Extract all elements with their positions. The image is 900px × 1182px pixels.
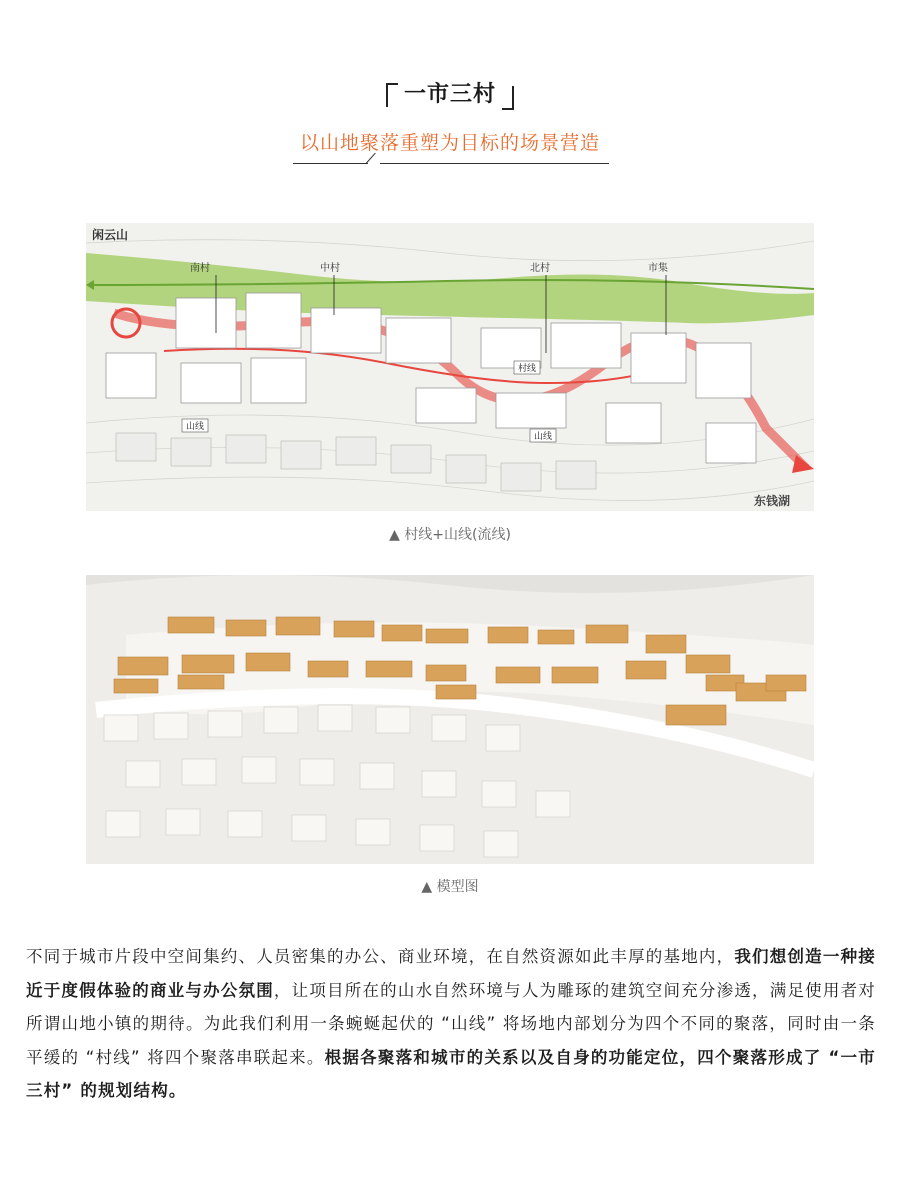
paragraph-bold-1: 我们想创造一种接近于度假体验的商业与办公氛围 [26,947,877,1000]
section-heading [0,62,900,122]
body-paragraph [26,940,876,1108]
label-middle-village: 中村 [320,263,340,274]
figure1-caption: ▲ 村线+山线(流线) [389,527,511,543]
label-north-village: 北村 [530,263,550,274]
label-market: 市集 [648,263,668,274]
label-south-village: 南村 [190,263,210,274]
left-bracket [386,83,398,107]
divider-right [380,163,609,164]
label-mountain-line-1: 山线 [186,421,205,431]
right-bracket [502,86,514,110]
label-northwest: 闲云山 [92,228,129,242]
paragraph-text-2: ，让项目所在的山水自然环境与人为雕琢的建筑空间充分渗透，满足使用者对所谓山地小镇的期待。为此我们利用一条蜿蜒起伏的 “山线” 将场地内部划分为四个不同的聚落，同时由一条平缓的 “村线” 将四个聚落串联起来。 [26,980,876,1067]
section-subtitle: 以山地聚落重塑为目标的场景营造 [299,132,600,154]
label-east-lake: 东钱湖 [754,494,791,508]
section-title: 一市三村 [403,81,496,107]
model-photo-drawing [86,575,814,864]
site-plan-image [86,223,814,511]
label-village-line: 村线 [518,363,537,373]
paragraph-text-1: 不同于城市片段中空间集约、人员密集的办公、商业环境，在自然资源如此丰厚的基地内， [26,947,735,966]
model-photo-image [86,575,814,864]
figure2-caption: ▲ 模型图 [421,879,479,895]
label-mountain-line-2: 山线 [534,431,553,441]
paragraph-bold-2: 根据各聚落和城市的关系以及自身的功能定位，四个聚落形成了 “一市三村” 的规划结构。 [26,1047,876,1101]
site-plan-drawing [86,223,814,511]
divider-left [293,163,368,164]
bracketed-title [386,77,514,108]
